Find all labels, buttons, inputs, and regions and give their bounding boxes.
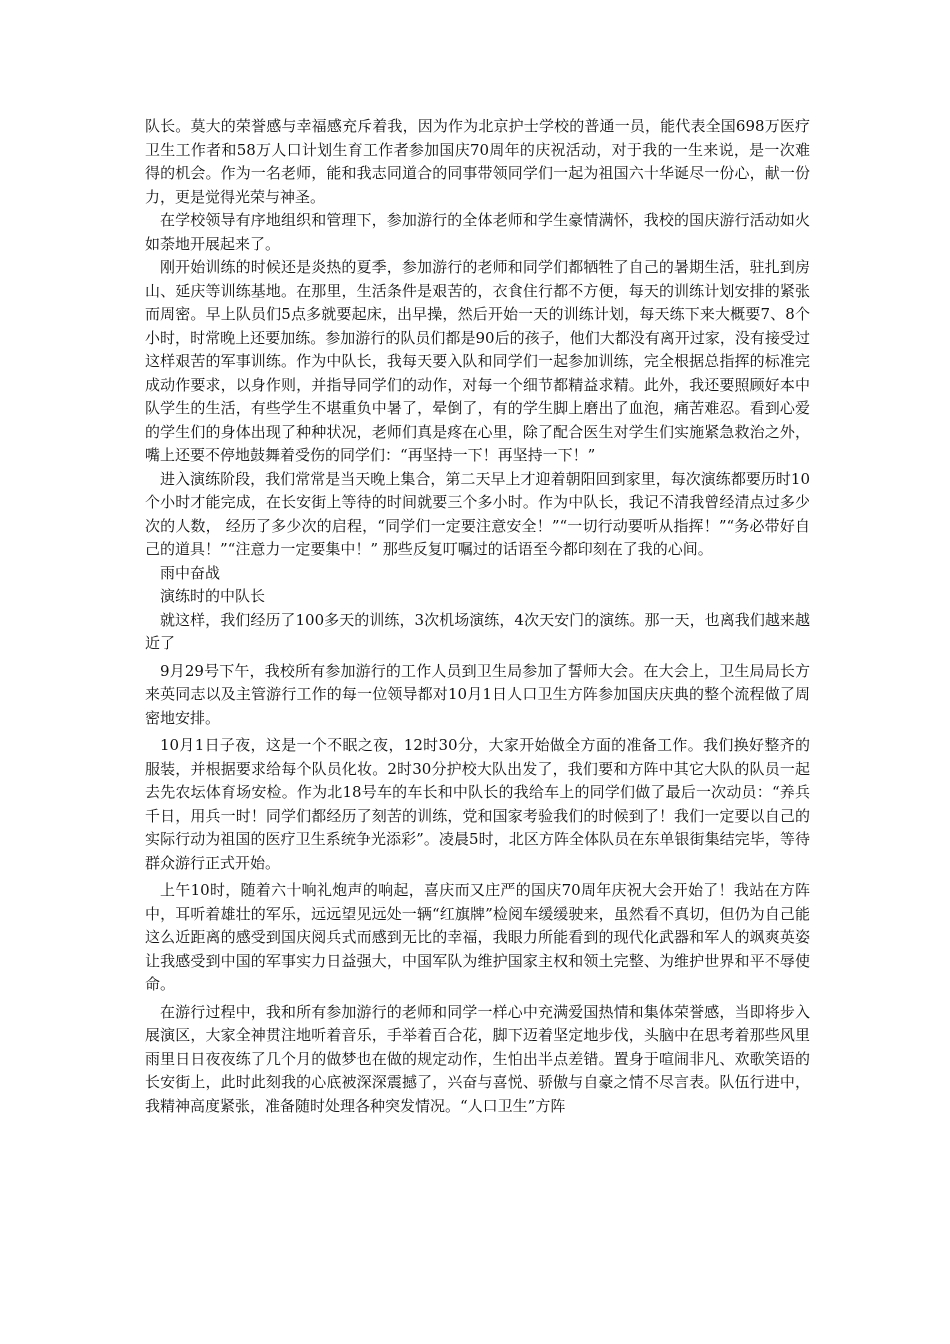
paragraph-6: 9月29号下午，我校所有参加游行的工作人员到卫生局参加了誓师大会。在大会上，卫生局局长方来英同志以及主管游行工作的每一位领导都对10月1日人口卫生方阵参加国庆庆典的整个流程做了周密地安排。: [145, 661, 810, 727]
document-page: [145, 115, 810, 1118]
paragraph-9: 在游行过程中，我和所有参加游行的老师和同学一样心中充满爱国热情和集体荣誉感，当即将步入展演区，大家全神贯注地听着音乐，手举着百合花，脚下迈着坚定地步伐，头脑中在思考着那些风里雨里日日夜夜练了几个月的做梦也在做的规定动作，生怕出半点差错。置身于喧闹非凡、欢歌笑语的长安街上，此时此刻我的心底被深深震撼了，兴奋与喜悦、骄傲与自豪之情不尽言表。队伍行进中，我精神高度紧张，准备随时处理各种突发情况。“人口卫生”方阵: [145, 1002, 810, 1115]
photo-caption-1: 雨中奋战: [160, 563, 221, 582]
paragraph-4: 进入演练阶段，我们常常是当天晚上集合，第二天早上才迎着朝阳回到家里，每次演练都要历时10个小时才能完成，在长安街上等待的时间就要三个多小时。作为中队长，我记不清我曾经清点过多少次的人数， 经历了多少次的启程，“同学们一定要注意安全！”“一切行动要听从指挥！”“务必带好自己的道具！”“注意力一定要集中！” 那些反复叮嘱过的话语至今都印刻在了我的心间。: [145, 469, 810, 558]
photo-caption-2: 演练时的中队长: [160, 587, 266, 605]
paragraph-8: 上午10时，随着六十响礼炮声的响起，喜庆而又庄严的国庆70周年庆祝大会开始了！我站在方阵中，耳听着雄壮的军乐，远远望见远处一辆“红旗牌”检阅车缓缓驶来，虽然看不真切，但仍为自己能这么近距离的感受到国庆阅兵式而感到无比的幸福，我眼力所能看到的现代化武器和军人的飒爽英姿让我感受到中国的军事实力日益强大，中国军队为维护国家主权和领土完整、为维护世界和平不辱使命。: [145, 881, 810, 993]
paragraph-7: 10月1日子夜，这是一个不眠之夜，12时30分，大家开始做全方面的准备工作。我们换好整齐的服装，并根据要求给每个队员化妆。2时30分护校大队出发了，我们要和方阵中其它大队的队员一起去先农坛体育场安检。作为北18号车的车长和中队长的我给车上的同学们做了最后一次动员：“养兵千日，用兵一时！同学们都经历了刻苦的训练，党和国家考验我们的时候到了！我们一定要以自己的实际行动为祖国的医疗卫生系统争光添彩”。凌晨5时，北区方阵全体队员在东单银街集结完毕，等待群众游行正式开始。: [145, 736, 810, 872]
paragraph-5: 就这样，我们经历了100多天的训练，3次机场演练，4次天安门的演练。那一天，也离我们越来越近了: [145, 610, 810, 652]
paragraph-1: 队长。莫大的荣誉感与幸福感充斥着我，因为作为北京护士学校的普通一员，能代表全国698万医疗卫生工作者和58万人口计划生育工作者参加国庆70周年的庆祝活动，对于我的一生来说，是一次难得的机会。作为一名老师，能和我志同道合的同事带领同学们一起为祖国六十华诞尽一份心，献一份力，更是觉得光荣与神圣。: [145, 117, 810, 206]
paragraph-2: 在学校领导有序地组织和管理下，参加游行的全体老师和学生豪情满怀，我校的国庆游行活动如火如荼地开展起来了。: [145, 211, 810, 253]
paragraph-3: 刚开始训练的时候还是炎热的夏季，参加游行的老师和同学们都牺牲了自己的暑期生活，驻扎到房山、延庆等训练基地。在那里，生活条件是艰苦的，衣食住行都不方便，每天的训练计划安排的紧张而周密。早上队员们5点多就要起床，出早操，然后开始一天的训练计划，每天练下来大概要7、8个小时，时常晚上还要加练。参加游行的队员们都是90后的孩子，他们大都没有离开过家，没有接受过这样艰苦的军事训练。作为中队长，我每天要入队和同学们一起参加训练，完全根据总指挥的标准完成动作要求，以身作则，并指导同学们的动作，对每一个细节都精益求精。此外，我还要照顾好本中队学生的生活，有些学生不堪重负中暑了，晕倒了，有的学生脚上磨出了血泡，痛苦难忍。看到心爱的学生们的身体出现了种种状况，老师们真是疼在心里，除了配合医生对学生们实施紧急救治之外，嘴上还要不停地鼓舞着受伤的同学们：“再坚持一下！再坚持一下！”: [145, 258, 810, 464]
